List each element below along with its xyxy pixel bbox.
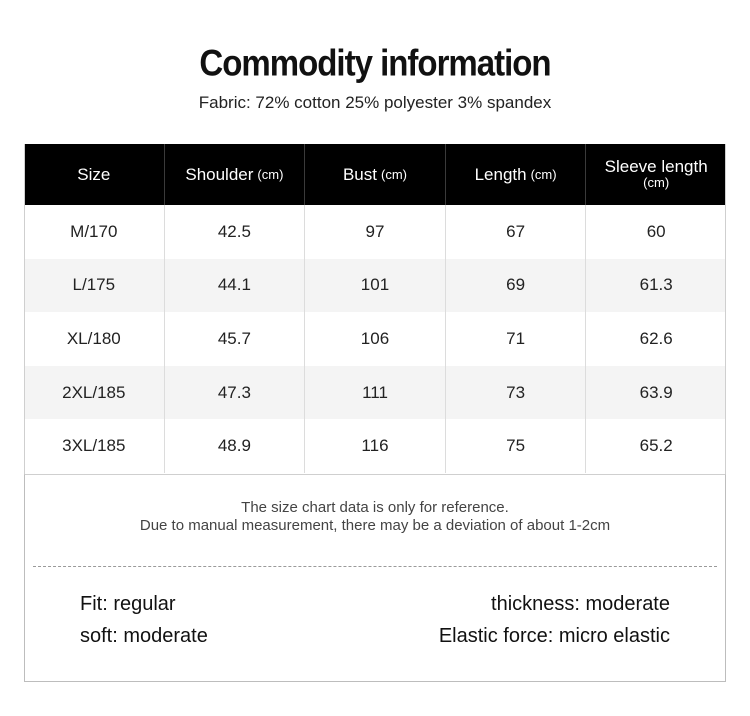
cell-sleeve-length: 62.6 [639,328,673,348]
page-title: Commodity information [199,41,551,84]
table-row [24,366,726,420]
header-label: Shoulder [185,164,254,184]
cell-shoulder: 42.5 [165,205,306,259]
cell-length: 69 [446,259,587,313]
deviation-note: Due to manual measurement, there may be a deviation of about 1-2cm [139,517,611,534]
cell-shoulder: 48.9 [165,419,306,473]
cell-bust: 97 [305,205,446,259]
softness-attribute: soft: moderate [80,625,208,647]
thickness-attribute: thickness: moderate [491,593,670,615]
elasticity-attribute: Elastic force: micro elastic [438,625,670,647]
dashed-divider [33,566,717,567]
header-label: Sleeve length [604,156,708,176]
cell-sleeve-length: 60 [646,221,666,241]
cell-length: 73 [446,366,587,420]
cell-sleeve-length: 61.3 [639,275,673,295]
table-row [24,205,726,259]
cell-sleeve-length: 65.2 [639,436,673,456]
cell-size: 2XL/185 [24,366,165,420]
cell-length: 71 [446,312,587,366]
header-label: Bust [342,164,377,184]
notes-box [24,474,726,682]
cell-bust: 111 [305,366,446,420]
header-size [24,144,165,205]
cell-size: L/175 [24,259,165,313]
cell-sleeve-length: 63.9 [639,382,673,402]
cell-bust: 101 [305,259,446,313]
cell-shoulder: 47.3 [165,366,306,420]
table-header-row [24,144,726,205]
cell-length: 75 [446,419,587,473]
cell-shoulder: 45.7 [165,312,306,366]
header-unit: (cm) [530,167,557,182]
header-length [446,144,587,205]
reference-note: The size chart data is only for reference. [241,499,509,516]
cell-size: M/170 [24,205,165,259]
header-label: Length [474,164,527,184]
table-row [24,259,726,313]
cell-size: XL/180 [24,312,165,366]
table-row [24,419,726,473]
cell-bust: 106 [305,312,446,366]
cell-bust: 116 [305,419,446,473]
fabric-composition: Fabric: 72% cotton 25% polyester 3% spandex [198,93,552,112]
header-unit: (cm) [643,174,670,190]
header-label: Size [77,164,111,184]
fit-attribute: Fit: regular [80,593,176,615]
cell-length: 67 [446,205,587,259]
cell-shoulder: 44.1 [165,259,306,313]
header-shoulder [165,144,306,205]
header-unit: (cm) [257,167,284,182]
header-bust [305,144,446,205]
header-sleeve-length [586,144,726,205]
size-chart-table [24,144,726,473]
header-unit: (cm) [381,167,407,182]
cell-size: 3XL/185 [24,419,165,473]
table-row [24,312,726,366]
